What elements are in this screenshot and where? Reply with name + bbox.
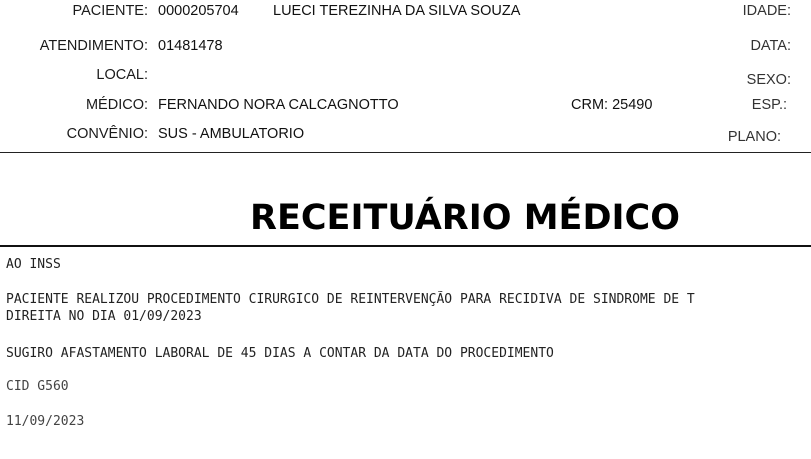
addressee: AO INSS [6, 257, 61, 272]
insurance-row [0, 124, 811, 144]
sex-label: SEXO: [746, 72, 791, 88]
leave-recommendation: SUGIRO AFASTAMENTO LABORAL DE 45 DIAS A CONTAR DA DATA DO PROCEDIMENTO [6, 346, 554, 361]
attendance-label: ATENDIMENTO: [39, 38, 148, 54]
plan-label: PLANO: [727, 129, 781, 145]
clinical-statement-line-2: DIREITA NO DIA 01/09/2023 [6, 309, 202, 324]
issue-date: 11/09/2023 [6, 414, 85, 429]
doctor-label: MÉDICO: [85, 97, 148, 113]
clinical-statement-line-1: PACIENTE REALIZOU PROCEDIMENTO CIRURGICO DE REINTERVENÇÃO PARA RECIDIVA DE SINDROME DE T [6, 292, 695, 307]
age-label: IDADE: [742, 3, 791, 19]
cid-code: CID G560 [6, 379, 69, 394]
patient-label: PACIENTE: [72, 3, 148, 19]
doctor-name: FERNANDO NORA CALCAGNOTTO [158, 97, 399, 113]
insurance-value: SUS - AMBULATORIO [158, 126, 305, 142]
title-divider [0, 245, 811, 247]
patient-code: 0000205704 [158, 3, 239, 19]
header-divider [0, 152, 811, 153]
doctor-row [0, 95, 811, 115]
date-label: DATA: [750, 38, 791, 54]
clinical-statement [6, 291, 811, 325]
insurance-label: CONVÊNIO: [66, 126, 148, 142]
attendance-row [0, 36, 811, 56]
document-title: RECEITUÁRIO MÉDICO [250, 198, 680, 238]
location-row [0, 65, 811, 88]
crm-number: CRM: 25490 [571, 97, 653, 113]
location-label: LOCAL: [96, 67, 148, 83]
patient-header [0, 0, 811, 152]
patient-row [0, 1, 811, 21]
patient-name: LUECI TEREZINHA DA SILVA SOUZA [273, 3, 521, 19]
specialty-label: ESP.: [751, 97, 787, 113]
attendance-number: 01481478 [158, 38, 223, 54]
